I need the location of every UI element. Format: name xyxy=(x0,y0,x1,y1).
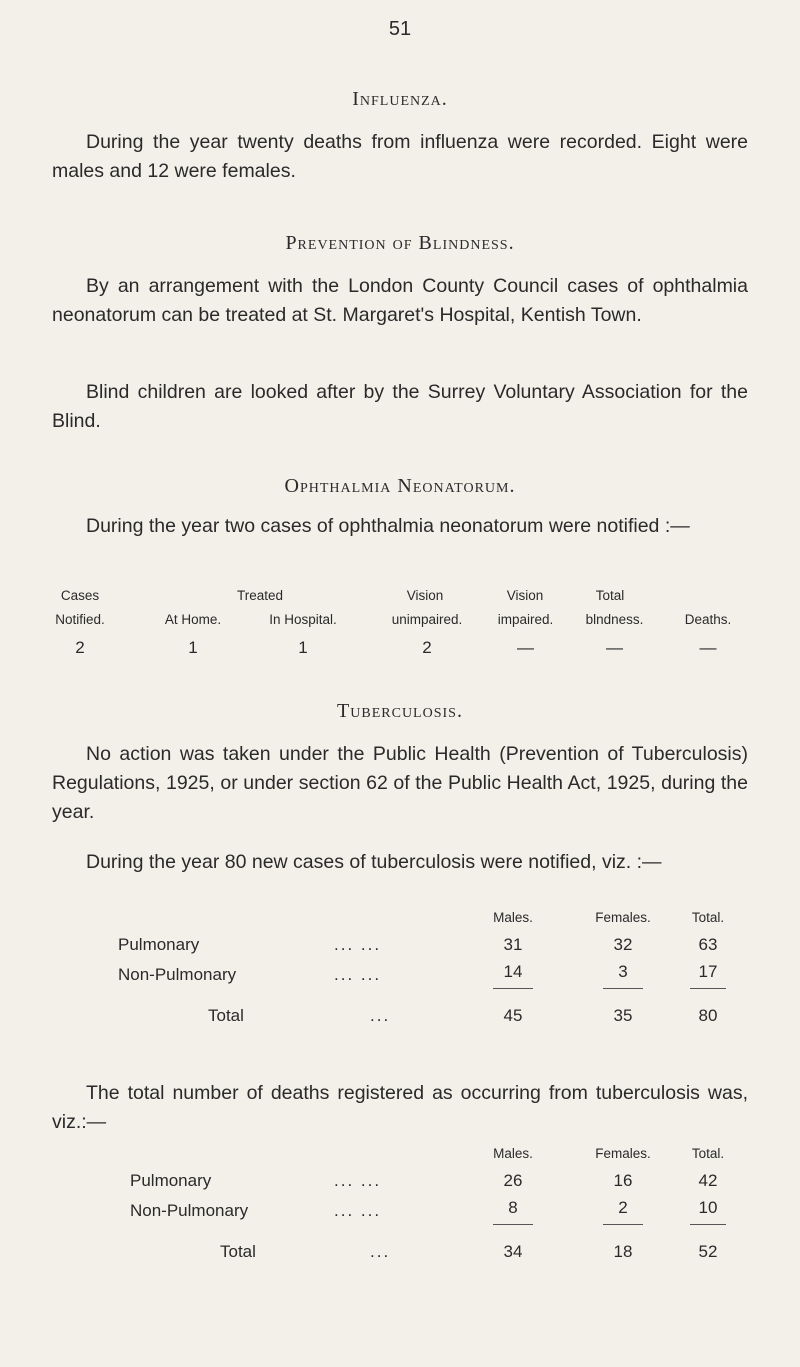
ophthalmia-heading: Ophthalmia Neonatorum. xyxy=(284,475,516,497)
tb-deaths-col-total: Total. xyxy=(691,1145,725,1161)
cell-males: 26 xyxy=(503,1171,523,1190)
influenza-heading: Influenza. xyxy=(352,88,448,110)
cell-males: 14 xyxy=(458,960,568,990)
tb-deaths-col-males: Males. xyxy=(493,1145,533,1161)
prevention-paragraph-2: Blind children are looked after by the Surrey Voluntary Association for the Blind. xyxy=(52,381,748,432)
cell-males: 34 xyxy=(503,1242,523,1261)
tuberculosis-heading: Tuberculosis. xyxy=(337,700,463,722)
tuberculosis-paragraph-3: The total number of deaths registered as occurring from tuberculosis was, viz.:— xyxy=(52,1082,748,1133)
cell-males: 31 xyxy=(503,935,523,954)
tuberculosis-paragraph-1: No action was taken under the Public Health (Prevention of Tuberculosis) Regulations, 1925, or under section 62 of the Public Health Act, 1925, during the year. xyxy=(52,743,748,823)
table-row-total xyxy=(98,1226,738,1262)
table-row xyxy=(98,1196,738,1226)
table-row xyxy=(88,930,738,960)
ophthalmia-value-at-home: 1 xyxy=(188,638,198,657)
tb-notified-col-total: Total. xyxy=(691,909,725,925)
leader-dots: ... ... xyxy=(334,935,382,954)
ophthalmia-header-deaths: Deaths. xyxy=(684,612,732,627)
cell-total: 80 xyxy=(698,1006,718,1025)
table-row xyxy=(88,960,738,990)
cell-females: 16 xyxy=(613,1171,633,1190)
cell-females: 2 xyxy=(568,1196,678,1226)
table-row xyxy=(98,1166,738,1196)
ophthalmia-header-notified: Notified. xyxy=(55,612,105,627)
prevention-paragraph-1: By an arrangement with the London County Council cases of ophthalmia neonatorum can be treated at St. Margaret's Hospital, Kentish Town. xyxy=(52,275,748,326)
ophthalmia-header-total: Total xyxy=(595,588,625,603)
row-label: Pulmonary xyxy=(118,935,200,954)
ophthalmia-value-in-hospital: 1 xyxy=(298,638,308,657)
ophthalmia-value-impaired: — xyxy=(517,638,534,657)
ophthalmia-header-vision-2: Vision xyxy=(506,588,544,603)
ophthalmia-header-in-hospital: In Hospital. xyxy=(269,612,337,627)
ophthalmia-header-at-home: At Home. xyxy=(164,612,222,627)
cell-total: 63 xyxy=(698,935,718,954)
influenza-paragraph: During the year twenty deaths from influenza were recorded. Eight were males and 12 were females. xyxy=(52,131,748,182)
page-number: 51 xyxy=(388,18,412,40)
ophthalmia-header-impaired: impaired. xyxy=(497,612,554,627)
cell-males: 8 xyxy=(458,1196,568,1226)
cell-females: 18 xyxy=(613,1242,633,1261)
cell-females: 32 xyxy=(613,935,633,954)
row-label: Total xyxy=(220,1242,256,1261)
ophthalmia-header-cases: Cases xyxy=(60,588,100,603)
ophthalmia-value-blindness: — xyxy=(606,638,623,657)
row-label: Non-Pulmonary xyxy=(118,965,237,984)
ophthalmia-header-unimpaired: unimpaired. xyxy=(391,612,463,627)
cell-females: 3 xyxy=(568,960,678,990)
cell-total: 17 xyxy=(678,960,738,990)
cell-females: 35 xyxy=(613,1006,633,1025)
cell-males: 45 xyxy=(503,1006,523,1025)
leader-dots: ... xyxy=(370,1242,391,1261)
leader-dots: ... ... xyxy=(334,1171,382,1190)
tb-deaths-table xyxy=(98,1140,738,1262)
row-label: Non-Pulmonary xyxy=(130,1201,249,1220)
ophthalmia-header-treated: Treated xyxy=(236,588,284,603)
tuberculosis-paragraph-2: During the year 80 new cases of tuberculosis were notified, viz. :— xyxy=(86,851,662,873)
table-row-total xyxy=(88,990,738,1026)
ophthalmia-header-blindness: blndness. xyxy=(585,612,644,627)
cell-total: 42 xyxy=(698,1171,718,1190)
ophthalmia-value-notified: 2 xyxy=(75,638,85,657)
row-label: Total xyxy=(208,1006,244,1025)
leader-dots: ... ... xyxy=(334,965,382,984)
leader-dots: ... ... xyxy=(334,1201,382,1220)
ophthalmia-value-unimpaired: 2 xyxy=(422,638,432,657)
ophthalmia-value-deaths: — xyxy=(699,638,717,657)
ophthalmia-paragraph: During the year two cases of ophthalmia neonatorum were notified :— xyxy=(86,515,690,537)
ophthalmia-header-vision-1: Vision xyxy=(406,588,444,603)
tb-deaths-col-females: Females. xyxy=(595,1145,651,1161)
row-label: Pulmonary xyxy=(130,1171,212,1190)
cell-total: 10 xyxy=(678,1196,738,1226)
tb-notified-col-females: Females. xyxy=(595,909,651,925)
prevention-heading: Prevention of Blindness. xyxy=(285,232,515,254)
leader-dots: ... xyxy=(370,1006,391,1025)
cell-total: 52 xyxy=(698,1242,718,1261)
tb-notified-table xyxy=(88,904,738,1026)
tb-notified-col-males: Males. xyxy=(493,909,533,925)
